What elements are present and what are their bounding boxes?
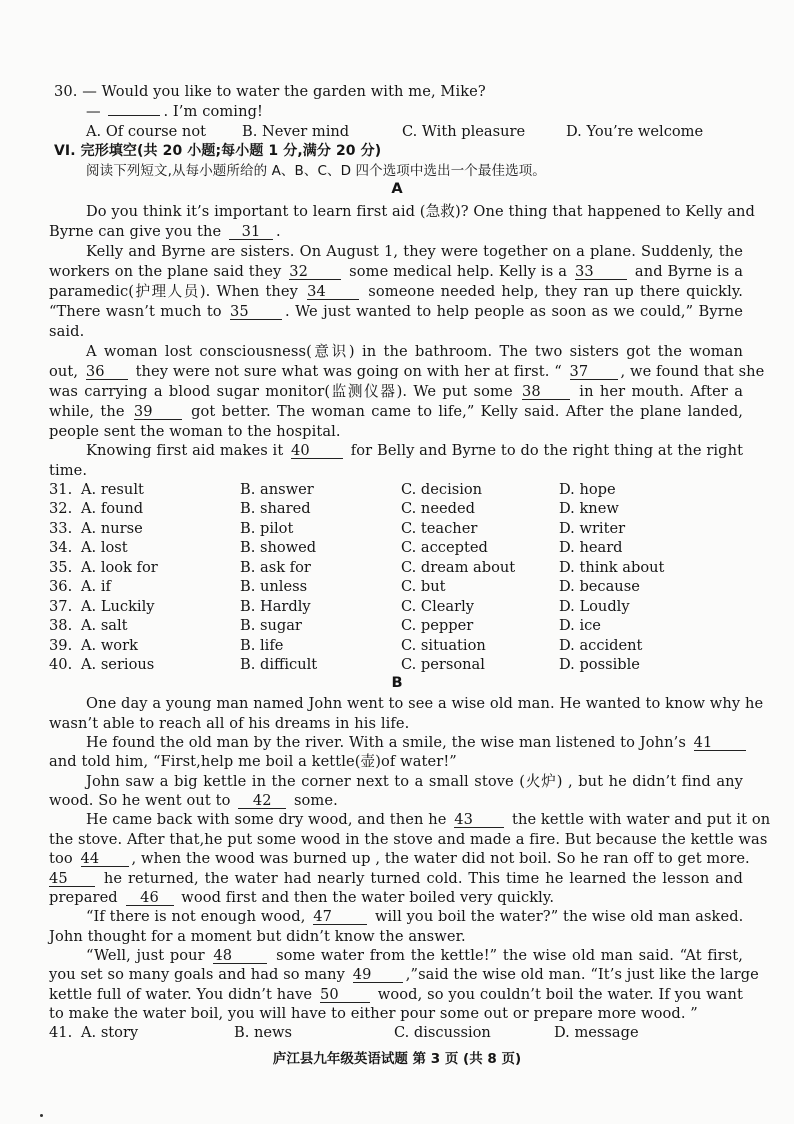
blank-46: 46 [126, 890, 174, 906]
q30-option-a: A. Of course not [86, 123, 206, 140]
q30-blank [108, 115, 160, 116]
passage-b-line: to make the water boil, you will have to either pour some out or prepare more wood. ” [49, 1005, 698, 1022]
blank-32: 32 [289, 264, 341, 280]
blank-48: 48 [213, 948, 267, 964]
blank-42: 42 [238, 793, 286, 809]
blank-50: 50 [320, 987, 370, 1003]
q30-reply: — . I’m coming! [86, 103, 263, 120]
passage-b-line: He came back with some dry wood, and then he 43 the kettle with water and put it on [86, 811, 771, 828]
passage-a-line: time. [49, 462, 88, 479]
passage-a-line: was carrying a blood sugar monitor(监测仪器). We put some 38 in her mouth. After a [49, 383, 743, 400]
passage-a-line: said. [49, 323, 85, 340]
q30-option-b: B. Never mind [242, 123, 350, 140]
passage-b-line: One day a young man named John went to see a wise old man. He wanted to know why he [86, 695, 764, 712]
passage-a-line: workers on the plane said they 32 some medical help. Kelly is a 33 and Byrne is a [49, 263, 743, 280]
blank-34: 34 [307, 284, 359, 300]
q30-option-c: C. With pleasure [402, 123, 526, 140]
passage-a-line: while, the 39 got better. The woman came to life,” Kelly said. After the plane landed, [49, 403, 744, 420]
passage-b-line: you set so many goals and had so many 49 ,”said the wise old man. “It’s just like the large [49, 966, 759, 983]
passage-b-line: wasn’t able to reach all of his dreams in his life. [49, 715, 410, 732]
exam-page: 30. — Would you like to water the garden with me, Mike? — . I’m coming! A. Of course not B. Never mind C. With pleasure D. You’re welcome VI. 完形填空(共 20 小题;每小题 1 分,满分 20 分) 阅读下列短文,从每小题所给的 A、B、C、D 四个选项中选出一个最佳选项。 A Do you think it’s important to learn first aid (急救)? One thing that happened to Kelly and Byrne can give you the 31 . Kelly and Byrne are sisters. On August 1, they were together on a plane. Suddenly, the workers on the plane said they 32 some medical help. Kelly is a 33 and Byrne is a paramedic(护理人员). When they 34 someone needed help, they ran up there quickly. “There wasn’t much to 35 . We just wanted to help people as soon as we could,” Byrne said. A woman lost consciousness(意识) in the bathroom. The two sisters got the woman out, 36 they were not sure what was going on with her at first. “ 37 , we found that she was carrying a blood sugar monitor(监测仪器). We put some 38 in her mouth. After a while, the 39 got better. The woman came to life,” Kelly said. After the plane landed, people sent the woman to the hospital. Knowing first aid makes it 40 for Belly and Byrne to do the right thing at the right time. 31. A. result B. answer C. decision D. hope 32. A. found B. shared C. needed D. knew 33. A. nurse B. pilot C. teacher D. writer 34. A. lost B. showed C. accepted D. heard 35. A. look for B. ask for C. dream about D. think about 36. A. if B. unless C. but D. because 37. A. Luckily B. Hardly C. Clearly D. Loudly 38. A. salt B. sugar C. pepper D. ice 39. A. work B. life C. situation D. accident 40. A. serious B. difficult C. personal D. possible B One day a young man named John went to see a wise old man. He wanted to know why he wasn’t able to reach all of his dreams in his life. He found the old man by the river. With a smile, the wise man listened to John’s 41 and told him, “First,help me boil a kettle(壶)of water!” John saw a big kettle in the corner next to a small stove (火炉) , but he didn’t find any wood. So he went out to 42 some. He came back with some dry wood, and then he 43 the kettle with water and put it on the stove. After that,he put some wood in the stove and made a fire. But because the kettle was too 44 , when the wood was burned up , the water did not boil. So he ran off to get more. 45 he returned, the water had nearly turned cold. This time he learned the lesson and prepared 46 wood first and then the water boiled very quickly. “If there is not enough wood, 47 will you boil the water?” the wise old man asked. John thought for a moment but didn’t know the answer. “Well, just pour 48 some water from the kettle!” the wise old man said. “At first, you set so many goals and had so many 49 ,”said the wise old man. “It’s just like the large kettle full of water. You didn’t have 50 wood, so you couldn’t boil the water. If you want to make the water boil, you will have to either pour some out or prepare more wood. ” 41. A. story B. news C. discussion D. message 庐江县九年级英语试题 第 3 页 (共 8 页) [0, 0, 794, 1124]
passage-b-line: 45 he returned, the water had nearly turned cold. This time he learned the lesson and [49, 870, 743, 887]
blank-45: 45 [49, 871, 95, 887]
passage-b-line: He found the old man by the river. With a smile, the wise man listened to John’s 41 [86, 733, 743, 753]
passage-b-line: prepared 46 wood first and then the water boiled very quickly. [49, 889, 555, 906]
passage-b-line: wood. So he went out to 42 some. [49, 792, 338, 809]
blank-44: 44 [81, 851, 129, 867]
passage-b-line: John thought for a moment but didn’t know the answer. [49, 928, 466, 945]
blank-37: 37 [570, 364, 618, 380]
passage-a-line: paramedic(护理人员). When they 34 someone needed help, they ran up there quickly. [49, 283, 743, 300]
passage-a-line: Byrne can give you the 31 . [49, 223, 281, 240]
blank-33: 33 [575, 264, 627, 280]
passage-b-heading: B [391, 674, 403, 691]
passage-b-line: kettle full of water. You didn’t have 50 wood, so you couldn’t boil the water. If you want [49, 986, 744, 1003]
passage-b-line: “Well, just pour 48 some water from the kettle!” the wise old man said. “At first, [86, 947, 743, 964]
blank-31: 31 [229, 224, 273, 240]
section-title: VI. 完形填空(共 20 小题;每小题 1 分,满分 20 分) [54, 143, 382, 159]
passage-a-heading: A [391, 180, 403, 197]
blank-36: 36 [86, 364, 128, 380]
passage-a-line: Kelly and Byrne are sisters. On August 1, they were together on a plane. Suddenly, the [86, 243, 743, 260]
passage-a-line: A woman lost consciousness(意识) in the bathroom. The two sisters got the woman [86, 343, 743, 360]
passage-b-line: John saw a big kettle in the corner next to a small stove (火炉) , but he didn’t find any [86, 773, 743, 790]
passage-b-line: “If there is not enough wood, 47 will you boil the water?” the wise old man asked. [86, 908, 744, 925]
blank-39: 39 [134, 404, 182, 420]
blank-35: 35 [230, 304, 282, 320]
passage-a-line: Do you think it’s important to learn first aid (急救)? One thing that happened to Kelly and [86, 203, 755, 220]
passage-a-line: Knowing first aid makes it 40 for Belly and Byrne to do the right thing at the right [86, 442, 744, 459]
passage-b-line: and told him, “First,help me boil a kettle(壶)of water!” [49, 753, 457, 770]
passage-a-line: people sent the woman to the hospital. [49, 423, 341, 440]
q30-stem: 30. — Would you like to water the garden with me, Mike? [54, 83, 486, 100]
passage-a-line: “There wasn’t much to 35 . We just wanted to help people as soon as we could,” Byrne [49, 303, 744, 320]
blank-38: 38 [522, 384, 570, 400]
section-instruction: 阅读下列短文,从每小题所给的 A、B、C、D 四个选项中选出一个最佳选项。 [86, 163, 546, 179]
blank-47: 47 [313, 909, 367, 925]
scan-speck [40, 1114, 43, 1117]
blank-41: 41 [694, 735, 746, 751]
q30-option-d: D. You’re welcome [566, 123, 704, 140]
passage-b-line: the stove. After that,he put some wood in the stove and made a fire. But because the kettle was [49, 831, 768, 848]
blank-40: 40 [291, 443, 343, 459]
passage-a-line: out, 36 they were not sure what was going on with her at first. “ 37 , we found that she [49, 363, 765, 380]
passage-b-line: too 44 , when the wood was burned up , the water did not boil. So he ran off to get more. [49, 850, 750, 867]
blank-43: 43 [454, 812, 504, 828]
blank-49: 49 [353, 967, 403, 983]
page-footer: 庐江县九年级英语试题 第 3 页 (共 8 页) [272, 1051, 522, 1067]
